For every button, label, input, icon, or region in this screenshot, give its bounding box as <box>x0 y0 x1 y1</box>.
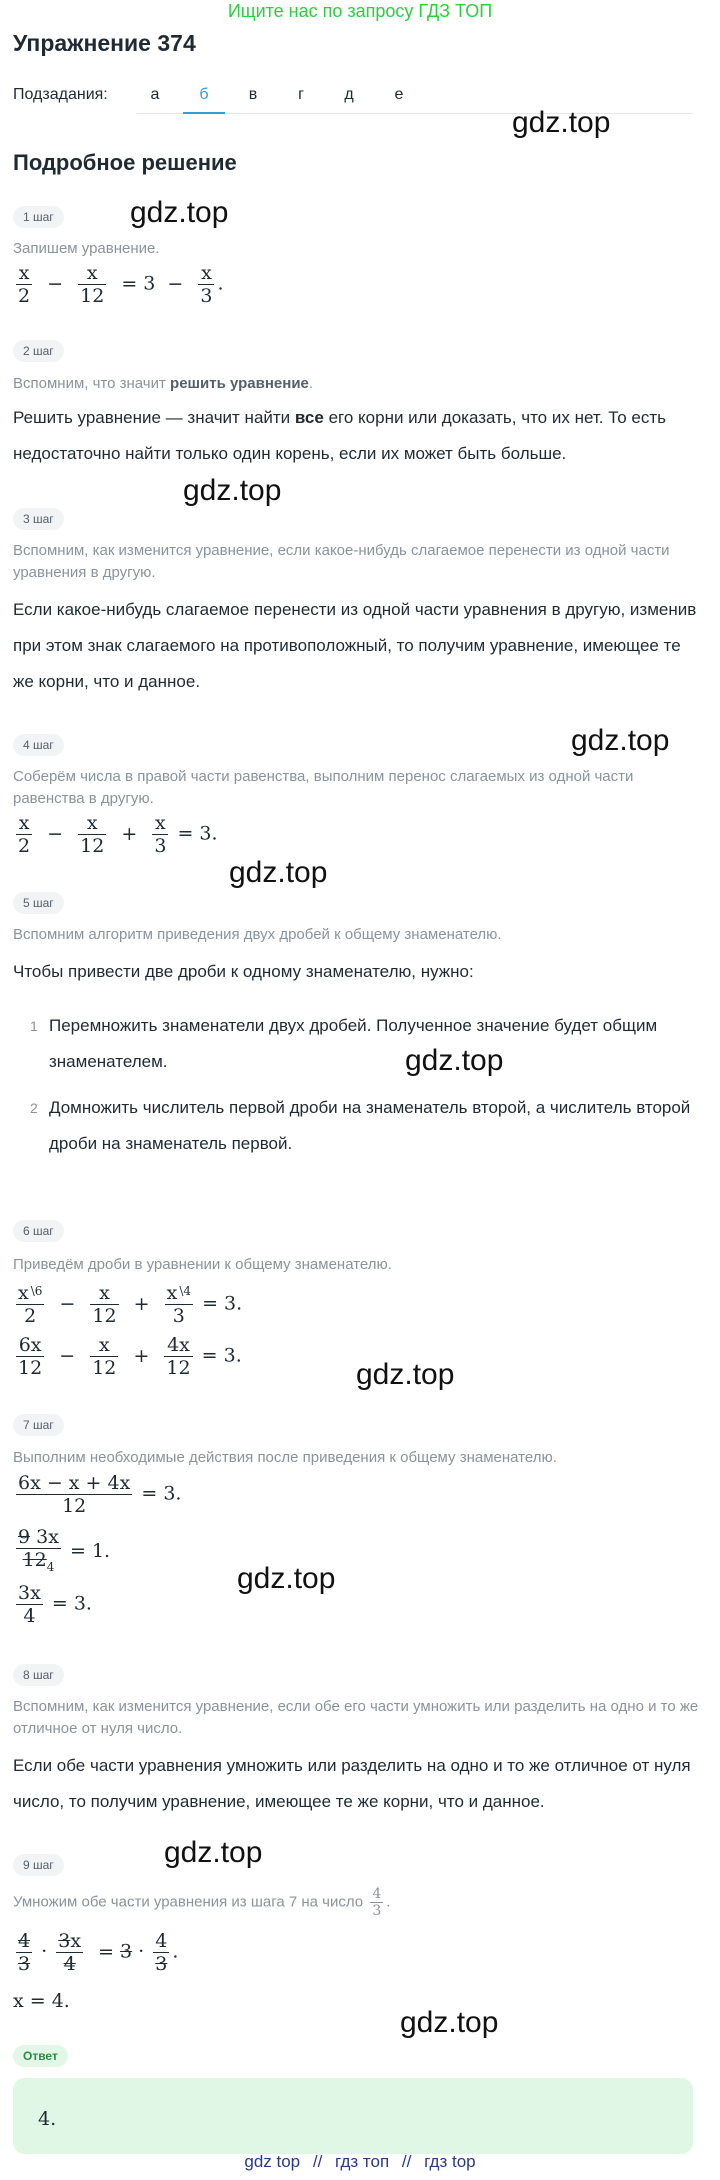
list-item: Перемножить знаменатели двух дробей. Полученное значение будет общим знаменателем. <box>49 1016 658 1071</box>
final-result: x = 4. <box>13 1990 70 2012</box>
step-hint: Приведём дроби в уравнении к общему знаменателю. <box>13 1256 392 1273</box>
step-badge: 1 шаг <box>13 206 64 228</box>
watermark: gdz.top <box>164 1836 263 1869</box>
footer-link[interactable]: гдз top <box>424 2152 476 2171</box>
list-item-number: 1 <box>30 1018 38 1034</box>
step-text: Чтобы привести две дроби к одному знаменателю, нужно: <box>13 962 474 981</box>
tab-a[interactable]: а <box>150 86 160 103</box>
step-hint: Вспомним алгоритм приведения двух дробей к общему знаменателю. <box>13 926 502 943</box>
equation: $\frac{6x}{12}$ − $\frac{x}{12}$ + $\frac{4x}{12}$ = 3. <box>18 1334 242 1379</box>
footer-separator: // <box>401 2152 412 2171</box>
step-badge: 2 шаг <box>13 340 64 362</box>
step-hint: Вспомним, что значит решить уравнение. <box>13 375 314 392</box>
equation: $\frac{3x}{4}$ = 3. <box>18 1582 92 1627</box>
tab-d[interactable]: д <box>344 86 354 103</box>
page-title: Упражнение 374 <box>13 30 196 56</box>
watermark: gdz.top <box>405 1044 504 1077</box>
step-hint: Запишем уравнение. <box>13 240 160 257</box>
step-badge: 9 шаг <box>13 1854 64 1876</box>
footer-link[interactable]: гдз топ <box>335 2152 390 2171</box>
answer-badge: Ответ <box>13 2045 68 2067</box>
step-badge: 5 шаг <box>13 892 64 914</box>
step-badge: 4 шаг <box>13 734 64 756</box>
section-title: Подробное решение <box>13 150 237 175</box>
step-badge: 8 шаг <box>13 1664 64 1686</box>
watermark: gdz.top <box>130 196 229 229</box>
footer-links <box>0 2152 720 2172</box>
watermark: gdz.top <box>571 724 670 757</box>
subtasks-label: Подзадания: <box>13 86 108 103</box>
step-badge: 6 шаг <box>13 1220 64 1242</box>
list-item-number: 2 <box>30 1100 38 1116</box>
tab-v[interactable]: в <box>248 86 258 103</box>
step-text: Если обе части уравнения умножить или разделить на одно и то же отличное от нуля число, то получим уравнение, имеющее те же корни, что и данное. <box>13 1756 691 1811</box>
step-text: Если какое-нибудь слагаемое перенести из одной части уравнения в другую, изменив при этом знак слагаемого на противоположный, то получим уравнение, имеющее те же корни, что и данное. <box>13 600 697 691</box>
tab-g[interactable]: г <box>298 86 304 103</box>
watermark: gdz.top <box>183 474 282 507</box>
footer-separator: // <box>312 2152 323 2171</box>
tab-b[interactable]: б <box>199 86 209 103</box>
answer-box <box>13 2078 693 2154</box>
equation: $\frac{6x - x + 4x}{12}$ = 3. <box>18 1472 182 1517</box>
answer-value: 4. <box>38 2108 57 2130</box>
step-hint: Умножим обе части уравнения из шага 7 на число $\frac{4}{3}$ . <box>13 1886 391 1919</box>
watermark: gdz.top <box>356 1358 455 1391</box>
step-hint: Вспомним, как изменится уравнение, если обе его части умножить или разделить на одно и то же отличное от нуля число. <box>13 1698 699 1737</box>
list-item: Домножить числитель первой дроби на знаменатель второй, а числитель второй дроби на знаменатель первой. <box>49 1098 691 1153</box>
equation: $\frac{x}{2}$ − $\frac{x}{12}$ = 3 − $\frac{x}{3}$ . <box>18 262 224 307</box>
equation: $\frac{x}{2}$ − $\frac{x}{12}$ + $\frac{x}{3}$ = 3. <box>18 812 218 857</box>
watermark: gdz.top <box>512 106 611 139</box>
step-hint: Соберём числа в правой части равенства, выполним перенос слагаемых из одной части равенства в другую. <box>13 768 634 807</box>
watermark: gdz.top <box>237 1562 336 1595</box>
active-tab-indicator <box>183 112 225 114</box>
equation: $\frac{x ^{\backslash 6}}{2}$ − $\frac{x}{12}$ + $\frac{x ^{\backslash 4}}{3}$ = 3. <box>18 1282 243 1327</box>
step-badge: 7 шаг <box>13 1414 64 1436</box>
promo-banner: Ищите нас по запросу ГДЗ ТОП <box>227 1 493 21</box>
step-hint: Выполним необходимые действия после приведения к общему знаменателю. <box>13 1449 557 1466</box>
tab-e[interactable]: е <box>394 86 404 103</box>
step-badge: 3 шаг <box>13 508 64 530</box>
footer-link[interactable]: gdz top <box>244 2152 301 2171</box>
equation: $\frac{4}{3}$ · $\frac{3x}{4}$ = 3 · $\frac{4}{3}$ . <box>18 1930 179 1975</box>
equation: $\frac{9 3x}{12_4}$ = 1. <box>18 1526 111 1574</box>
step-text: Решить уравнение — значит найти все его корни или доказать, что их нет. То есть недостаточно найти только один корень, если их может быть больше. <box>13 408 667 463</box>
watermark: gdz.top <box>229 856 328 889</box>
watermark: gdz.top <box>400 2006 499 2039</box>
step-hint: Вспомним, как изменится уравнение, если какое-нибудь слагаемое перенести из одной части уравнения в другую. <box>13 542 670 581</box>
